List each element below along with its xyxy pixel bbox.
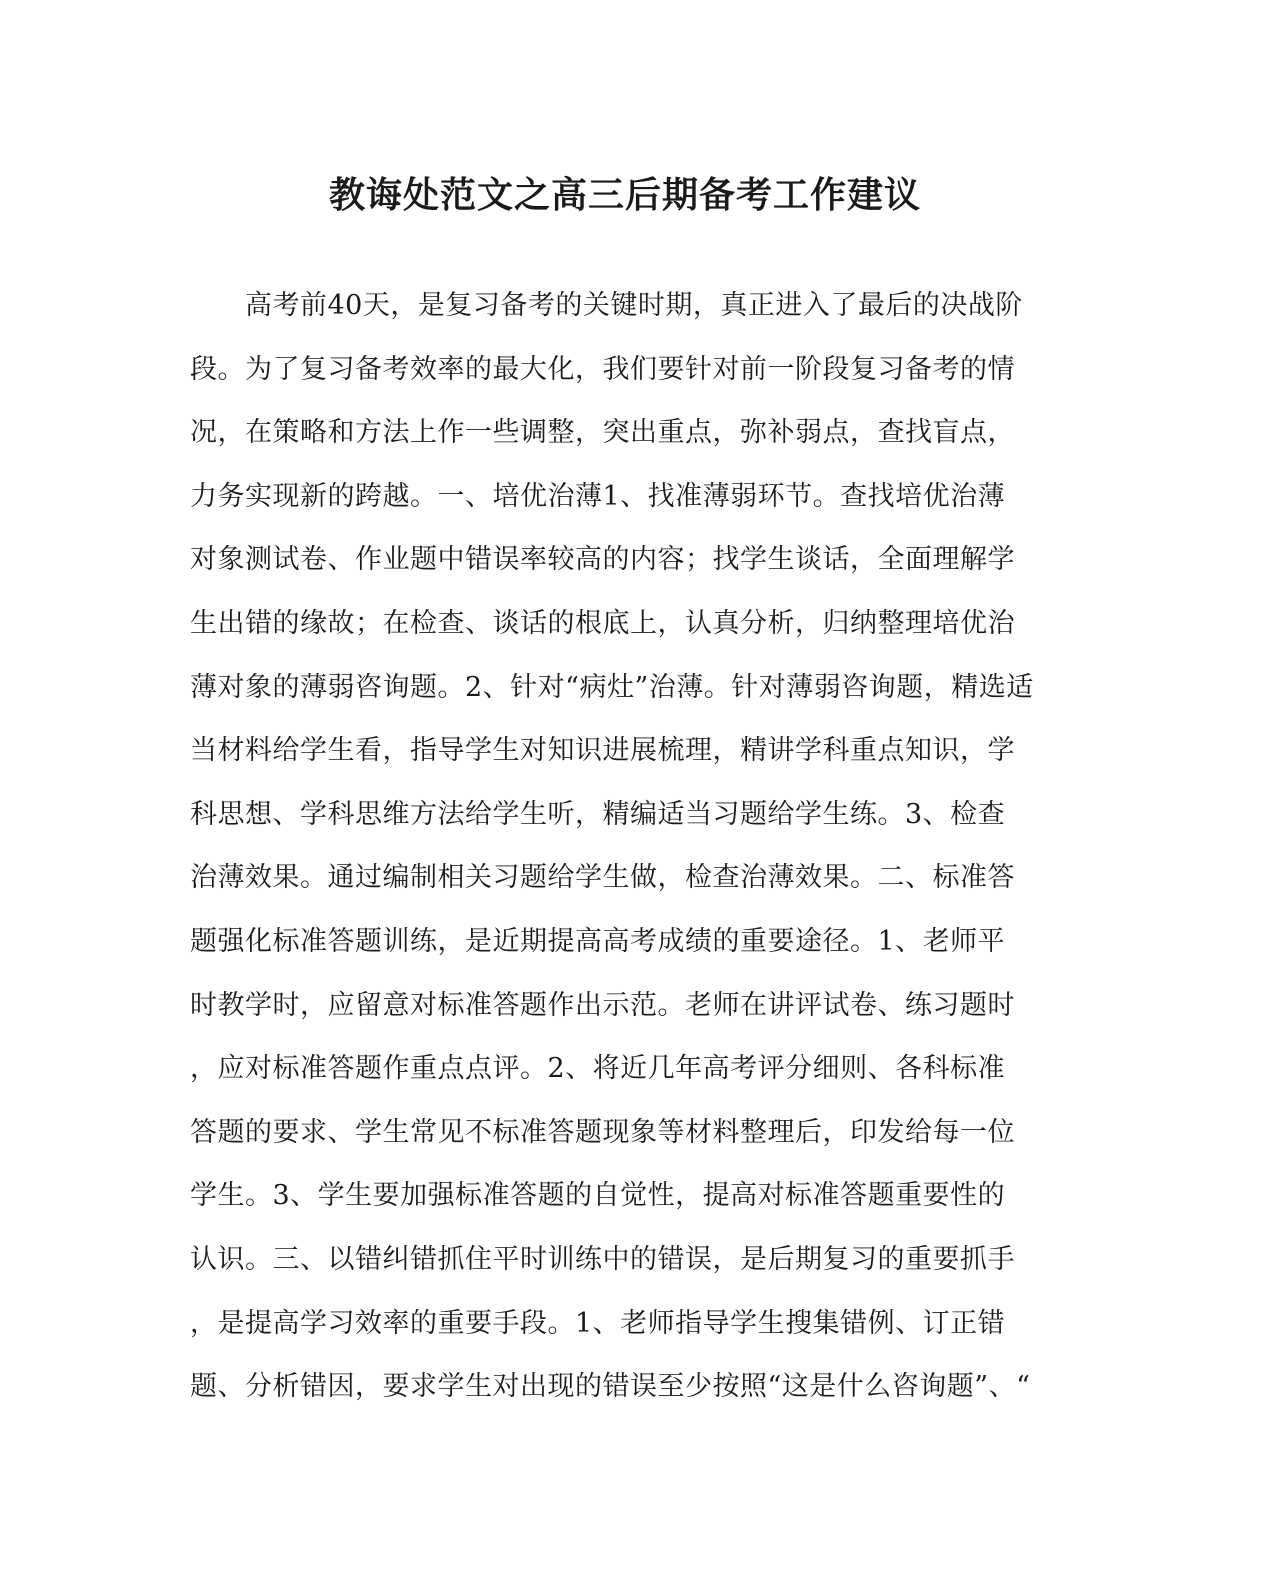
document-body <box>190 282 1070 1427</box>
body-line: 生出错的缘故；在检查、谈话的根底上，认真分析，归纳整理培优治 <box>190 607 1015 639</box>
body-line: ，应对标准答题作重点点评。2、将近几年高考评分细则、各科标准 <box>190 1053 1006 1085</box>
body-line: 力务实现新的跨越。一、培优治薄1、找准薄弱环节。查找培优治薄 <box>190 480 1006 512</box>
body-line: 对象测试卷、作业题中错误率较高的内容；找学生谈话，全面理解学 <box>190 544 1015 576</box>
body-line: 科思想、学科思维方法给学生听，精编适当习题给学生练。3、检查 <box>190 798 1006 830</box>
body-line: ，是提高学习效率的重要手段。1、老师指导学生搜集错例、订正错 <box>190 1307 1006 1339</box>
body-line: 况，在策略和方法上作一些调整，突出重点，弥补弱点，查找盲点， <box>190 417 1015 449</box>
body-line: 题强化标准答题训练，是近期提高高考成绩的重要途径。1、老师平 <box>190 925 1006 957</box>
body-line: 学生。3、学生要加强标准答题的自觉性，提高对标准答题重要性的 <box>190 1180 1006 1212</box>
body-line: 题、分析错因，要求学生对出现的错误至少按照“这是什么咨询题”、“ <box>190 1371 1031 1403</box>
body-line: 认识。三、以错纠错抓住平时训练中的错误，是后期复习的重要抓手 <box>190 1243 1015 1275</box>
body-line: 段。为了复习备考效率的最大化，我们要针对前一阶段复习备考的情 <box>190 353 1015 385</box>
body-line: 答题的要求、学生常见不标准答题现象等材料整理后，印发给每一位 <box>190 1116 1015 1148</box>
document-title: 教诲处范文之高三后期备考工作建议 <box>328 174 921 216</box>
body-line: 薄对象的薄弱咨询题。2、针对“病灶”治薄。针对薄弱咨询题，精选适 <box>190 671 1034 703</box>
body-line: 治薄效果。通过编制相关习题给学生做，检查治薄效果。二、标准答 <box>190 862 1015 894</box>
body-line: 时教学时，应留意对标准答题作出示范。老师在讲评试卷、练习题时 <box>190 989 1015 1021</box>
body-line: 高考前40天，是复习备考的关键时期，真正进入了最后的决战阶 <box>190 290 1023 321</box>
body-line: 当材料给学生看，指导学生对知识进展梳理，精讲学科重点知识，学 <box>190 735 1015 767</box>
